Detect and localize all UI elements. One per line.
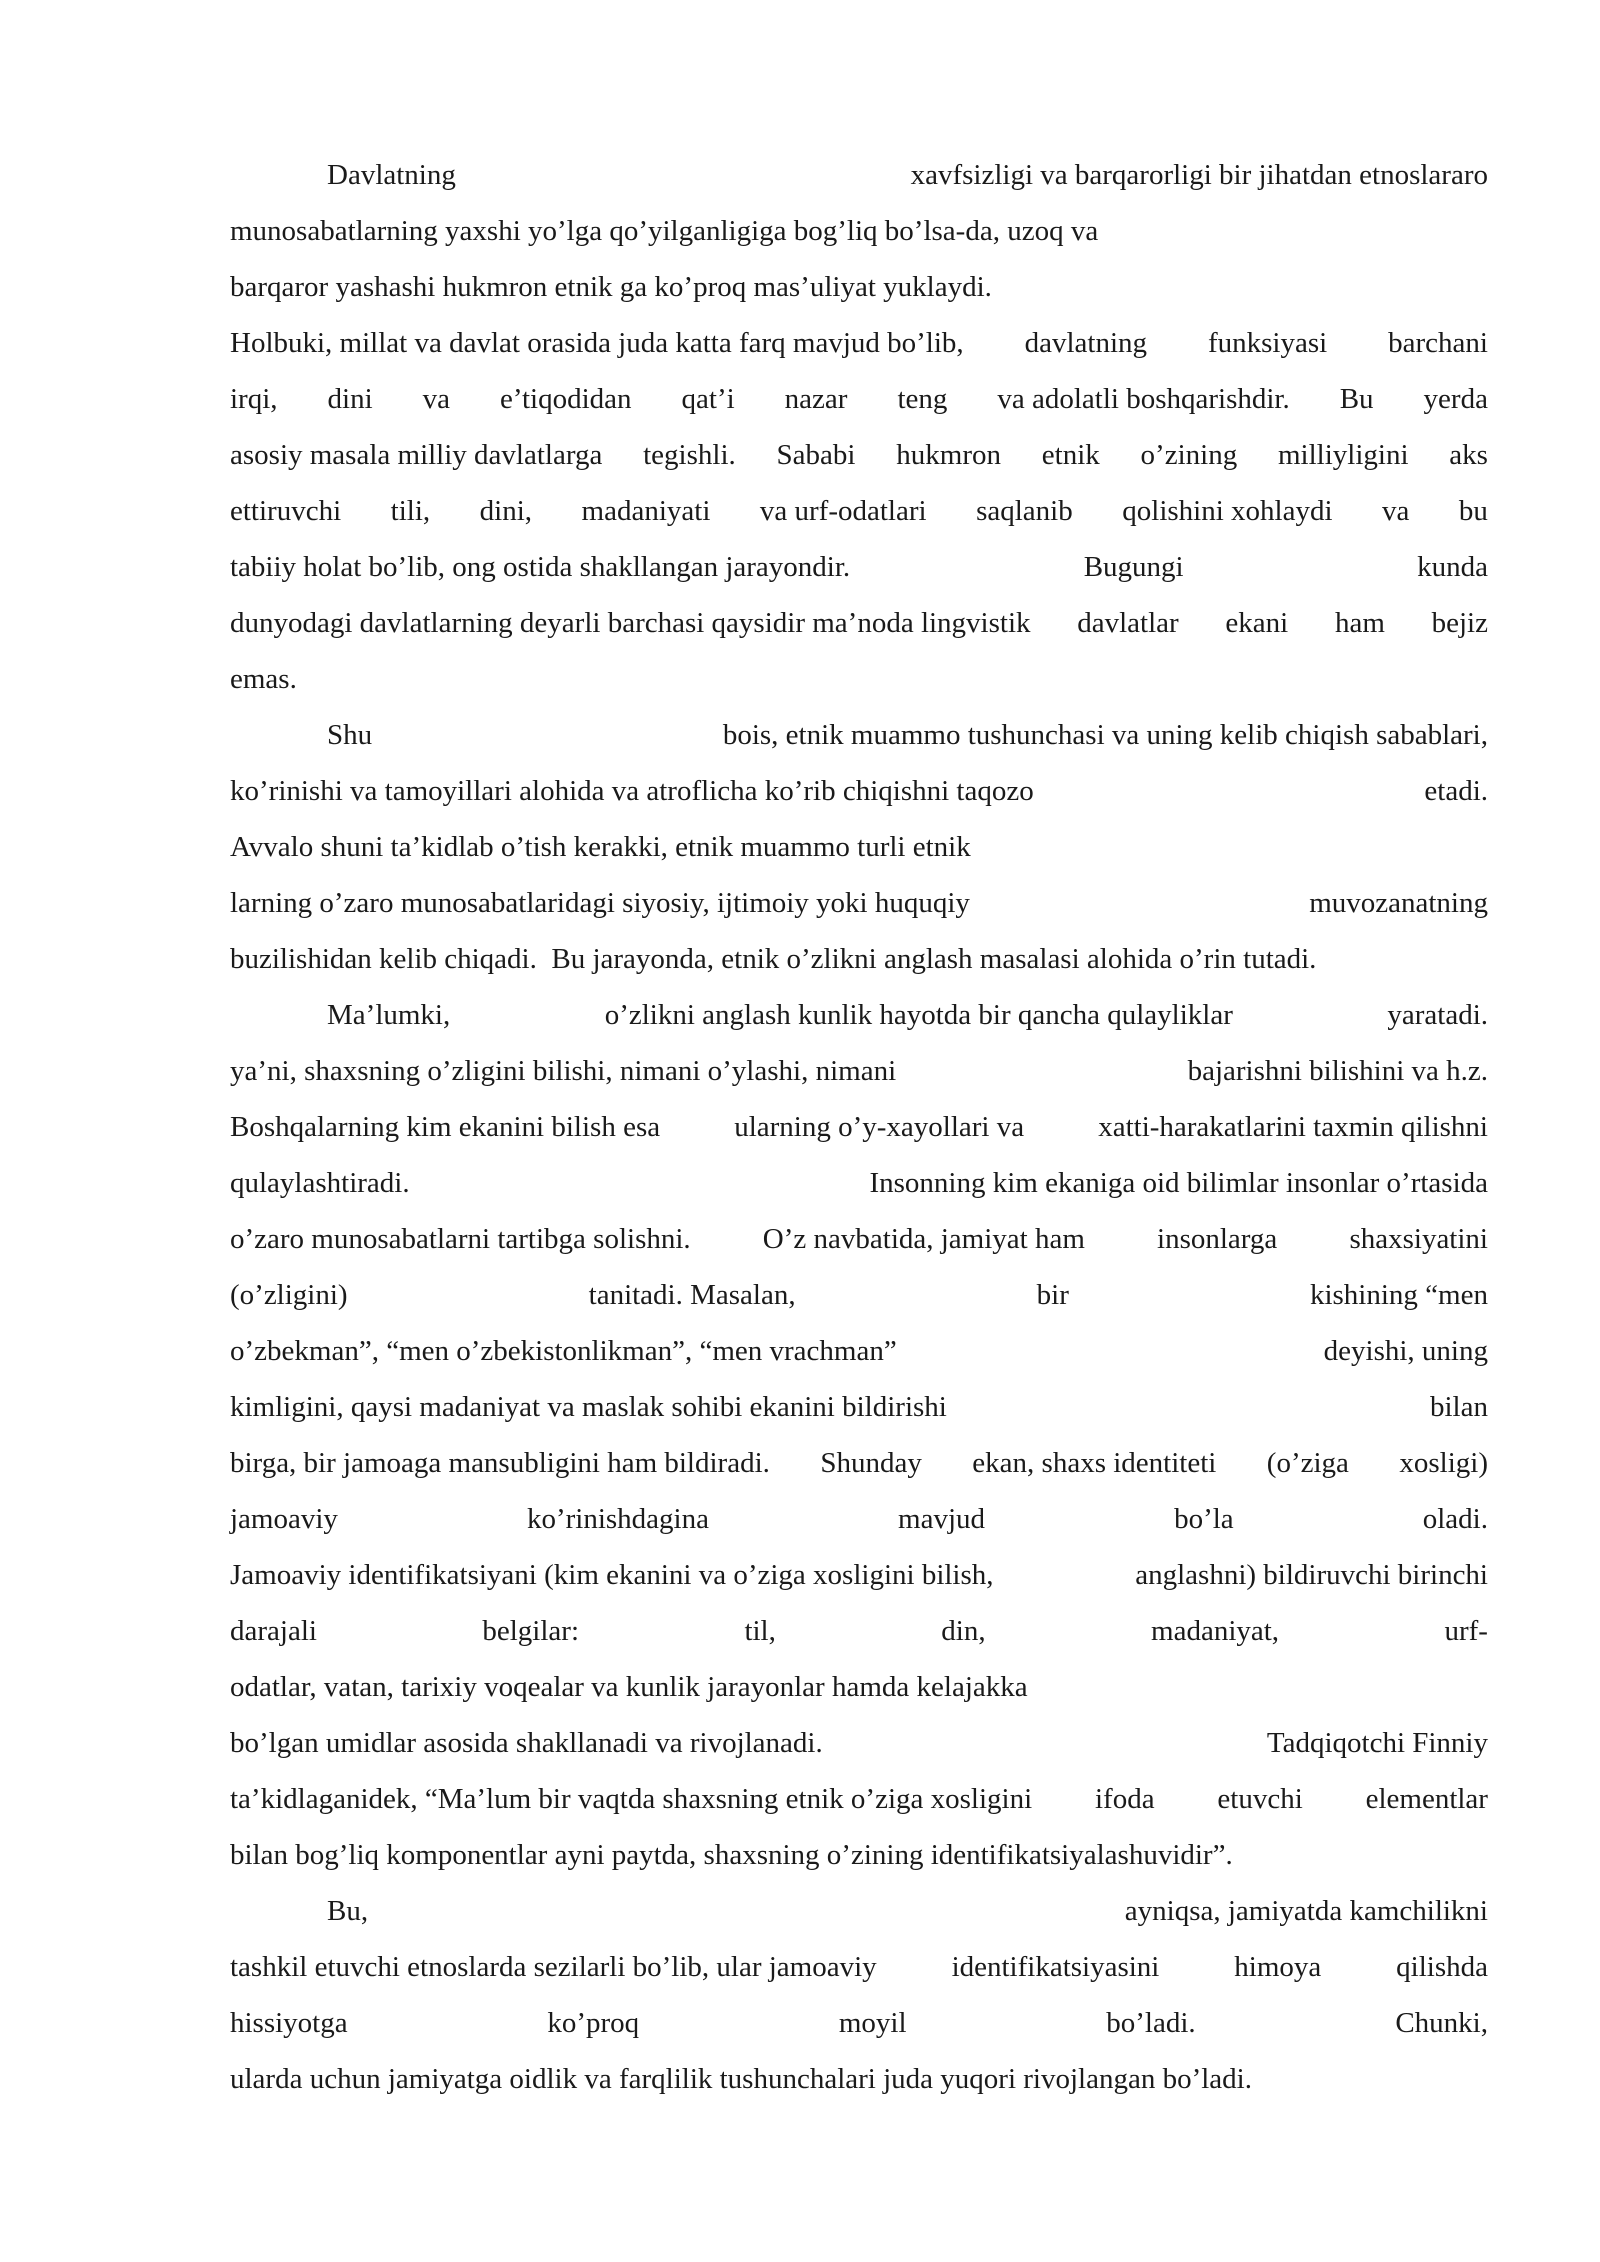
text-segment: o’zlikni anglash kunlik hayotda bir qancha qulayliklar: [604, 999, 1233, 1031]
text-segment: madaniyati: [581, 495, 711, 527]
text-segment: Bugungi: [1083, 551, 1184, 583]
text-line: [230, 1155, 1488, 1211]
text-line: [230, 1771, 1488, 1827]
text-line: [230, 1659, 1488, 1715]
text-segment: hukmron: [896, 439, 1001, 471]
text-segment: o’zbekman”, “men o’zbekistonlikman”, “men vrachman”: [230, 1335, 897, 1367]
text-segment: xatti-harakatlarini taxmin qilishni: [1098, 1111, 1488, 1143]
text-segment: va adolatli boshqarishdir.: [997, 383, 1290, 415]
text-line: [230, 1883, 1488, 1939]
text-line: [230, 371, 1488, 427]
text-line: [230, 1491, 1488, 1547]
text-segment: bir: [1036, 1279, 1069, 1311]
text-segment: kishining “men: [1309, 1279, 1488, 1311]
text-line: [230, 1603, 1488, 1659]
text-segment: tabiiy holat bo’lib, ong ostida shakllangan jarayondir.: [230, 551, 851, 583]
text-segment: teng: [897, 383, 948, 415]
text-segment: ko’rinishdagina: [526, 1503, 709, 1535]
text-segment: bilan bog’liq komponentlar ayni paytda, shaxsning o’zining identifikatsiyalashuvidir”.: [230, 1839, 1233, 1871]
text-segment: kimligini, qaysi madaniyat va maslak sohibi ekanini bildirishi: [230, 1391, 947, 1423]
text-line: [230, 427, 1488, 483]
text-line: [230, 1547, 1488, 1603]
text-segment: ayniqsa, jamiyatda kamchilikni: [1124, 1895, 1488, 1927]
text-segment: emas.: [230, 663, 297, 695]
text-segment: Ma’lumki,: [327, 999, 451, 1031]
text-segment: moyil: [838, 2007, 907, 2039]
text-segment: xosligi): [1399, 1447, 1488, 1479]
text-segment: nazar: [784, 383, 848, 415]
text-segment: jamoaviy: [230, 1503, 338, 1535]
text-segment: ya’ni, shaxsning o’zligini bilishi, nimani o’ylashi, nimani: [230, 1055, 897, 1087]
text-segment: bejiz: [1431, 607, 1488, 639]
text-segment: belgilar:: [482, 1615, 580, 1647]
text-segment: urf-: [1444, 1615, 1488, 1647]
text-segment: Insonning kim ekaniga oid bilimlar insonlar o’rtasida: [869, 1167, 1488, 1199]
text-segment: irqi,: [230, 383, 278, 415]
text-segment: etadi.: [1424, 775, 1488, 807]
text-segment: dunyodagi davlatlarning deyarli barchasi qaysidir ma’noda lingvistik: [230, 607, 1031, 639]
text-segment: Bu,: [327, 1895, 369, 1927]
text-segment: Chunki,: [1395, 2007, 1488, 2039]
text-segment: (o’zligini): [230, 1279, 348, 1311]
text-segment: va: [1382, 495, 1410, 527]
text-segment: saqlanib: [976, 495, 1073, 527]
text-segment: bilan: [1430, 1391, 1488, 1423]
text-line: [230, 763, 1488, 819]
text-segment: himoya: [1234, 1951, 1322, 1983]
text-segment: O’z navbatida, jamiyat ham: [762, 1223, 1085, 1255]
text-line: [230, 1995, 1488, 2051]
text-segment: bo’lgan umidlar asosida shakllanadi va rivojlanadi.: [230, 1727, 823, 1759]
text-segment: qulaylashtiradi.: [230, 1167, 410, 1199]
text-segment: dini,: [479, 495, 533, 527]
text-segment: va: [422, 383, 450, 415]
text-segment: anglashni) bildiruvchi birinchi: [1135, 1559, 1488, 1591]
text-segment: davlatning: [1024, 327, 1148, 359]
text-segment: Tadqiqotchi Finniy: [1266, 1727, 1488, 1759]
text-line: [230, 595, 1488, 651]
text-segment: til,: [744, 1615, 776, 1647]
text-line: [230, 259, 1488, 315]
text-line: [230, 203, 1488, 259]
text-segment: insonlarga: [1157, 1223, 1278, 1255]
text-segment: tanitadi. Masalan,: [588, 1279, 796, 1311]
text-segment: ifoda: [1094, 1783, 1155, 1815]
text-segment: bu: [1458, 495, 1488, 527]
text-segment: Boshqalarning kim ekanini bilish esa: [230, 1111, 661, 1143]
text-line: [230, 707, 1488, 763]
text-segment: bo’ladi.: [1106, 2007, 1196, 2039]
text-segment: qilishda: [1396, 1951, 1488, 1983]
text-segment: ekani: [1225, 607, 1289, 639]
text-line: [230, 147, 1488, 203]
text-line: [230, 315, 1488, 371]
text-line: [230, 651, 1488, 707]
text-segment: ularda uchun jamiyatga oidlik va farqlilik tushunchalari juda yuqori rivojlangan bo’ladi.: [230, 2063, 1252, 2095]
text-segment: Bu: [1339, 383, 1374, 415]
text-segment: Sababi: [776, 439, 856, 471]
text-line: [230, 987, 1488, 1043]
text-line: [230, 819, 1488, 875]
text-segment: dini: [327, 383, 373, 415]
text-segment: elementlar: [1365, 1783, 1488, 1815]
text-segment: bois, etnik muammo tushunchasi va uning kelib chiqish sabablari,: [722, 719, 1488, 751]
text-segment: qat’i: [681, 383, 735, 415]
text-segment: tashkil etuvchi etnoslarda sezilarli bo’lib, ular jamoaviy: [230, 1951, 877, 1983]
text-segment: xavfsizligi va barqarorligi bir jihatdan etnoslararo: [910, 159, 1488, 191]
document-body: [230, 147, 1488, 2107]
text-segment: milliyligini: [1277, 439, 1409, 471]
text-line: [230, 1939, 1488, 1995]
text-segment: ko’rinishi va tamoyillari alohida va atroflicha ko’rib chiqishni taqozo: [230, 775, 1034, 807]
text-segment: ularning o’y-xayollari va: [734, 1111, 1025, 1143]
text-segment: Shu: [327, 719, 373, 751]
text-segment: identifikatsiyasini: [951, 1951, 1160, 1983]
text-segment: munosabatlarning yaxshi yo’lga qo’yilganligiga bog’liq bo’lsa-da, uzoq va: [230, 215, 1099, 247]
text-line: [230, 1379, 1488, 1435]
text-segment: ta’kidlaganidek, “Ma’lum bir vaqtda shaxsning etnik o’ziga xosligini: [230, 1783, 1033, 1815]
text-segment: o’zaro munosabatlarni tartibga solishni.: [230, 1223, 691, 1255]
text-segment: ko’proq: [547, 2007, 640, 2039]
text-segment: barchani: [1388, 327, 1488, 359]
text-segment: Avvalo shuni ta’kidlab o’tish kerakki, etnik muammo turli etnik: [230, 831, 971, 863]
text-segment: ettiruvchi: [230, 495, 342, 527]
text-line: [230, 1043, 1488, 1099]
text-segment: barqaror yashashi hukmron etnik ga ko’proq mas’uliyat yuklaydi.: [230, 271, 992, 303]
text-segment: Davlatning: [327, 159, 456, 191]
text-line: [230, 1435, 1488, 1491]
text-line: [230, 483, 1488, 539]
text-segment: darajali: [230, 1615, 317, 1647]
text-line: [230, 931, 1488, 987]
text-segment: birga, bir jamoaga mansubligini ham bildiradi.: [230, 1447, 770, 1479]
text-segment: shaxsiyatini: [1349, 1223, 1488, 1255]
text-segment: madaniyat,: [1151, 1615, 1280, 1647]
text-segment: Shunday: [820, 1447, 922, 1479]
text-line: [230, 875, 1488, 931]
text-segment: odatlar, vatan, tarixiy voqealar va kunlik jarayonlar hamda kelajakka: [230, 1671, 1028, 1703]
text-segment: (o’ziga: [1266, 1447, 1349, 1479]
text-segment: din,: [941, 1615, 986, 1647]
text-line: [230, 1715, 1488, 1771]
text-segment: oladi.: [1422, 1503, 1488, 1535]
text-segment: qolishini xohlaydi: [1122, 495, 1333, 527]
text-segment: tili,: [390, 495, 431, 527]
text-line: [230, 1099, 1488, 1155]
text-segment: bajarishni bilishini va h.z.: [1187, 1055, 1488, 1087]
text-segment: mavjud: [898, 1503, 986, 1535]
text-segment: o’zining: [1140, 439, 1238, 471]
text-line: [230, 539, 1488, 595]
text-segment: yaratadi.: [1387, 999, 1488, 1031]
text-line: [230, 1827, 1488, 1883]
text-segment: larning o’zaro munosabatlaridagi siyosiy, ijtimoiy yoki huquqiy: [230, 887, 970, 919]
text-segment: buzilishidan kelib chiqadi. Bu jarayonda, etnik o’zlikni anglash masalasi alohida o’rin tutadi.: [230, 943, 1317, 975]
text-segment: ekan, shaxs identiteti: [972, 1447, 1217, 1479]
text-segment: va urf-odatlari: [759, 495, 927, 527]
text-line: [230, 1267, 1488, 1323]
text-segment: deyishi, uning: [1323, 1335, 1488, 1367]
text-segment: tegishli.: [643, 439, 736, 471]
text-segment: aks: [1449, 439, 1488, 471]
text-segment: muvozanatning: [1309, 887, 1488, 919]
text-segment: yerda: [1423, 383, 1488, 415]
text-segment: etuvchi: [1217, 1783, 1303, 1815]
text-segment: bo’la: [1174, 1503, 1234, 1535]
text-line: [230, 1323, 1488, 1379]
text-segment: Holbuki, millat va davlat orasida juda katta farq mavjud bo’lib,: [230, 327, 964, 359]
text-segment: Jamoaviy identifikatsiyani (kim ekanini va o’ziga xosligini bilish,: [230, 1559, 994, 1591]
text-line: [230, 2051, 1488, 2107]
text-segment: asosiy masala milliy davlatlarga: [230, 439, 603, 471]
text-segment: kunda: [1417, 551, 1488, 583]
text-segment: e’tiqodidan: [499, 383, 632, 415]
text-segment: hissiyotga: [230, 2007, 348, 2039]
text-segment: davlatlar: [1077, 607, 1179, 639]
text-line: [230, 1211, 1488, 1267]
text-segment: ham: [1334, 607, 1385, 639]
text-segment: funksiyasi: [1207, 327, 1328, 359]
text-segment: etnik: [1041, 439, 1100, 471]
